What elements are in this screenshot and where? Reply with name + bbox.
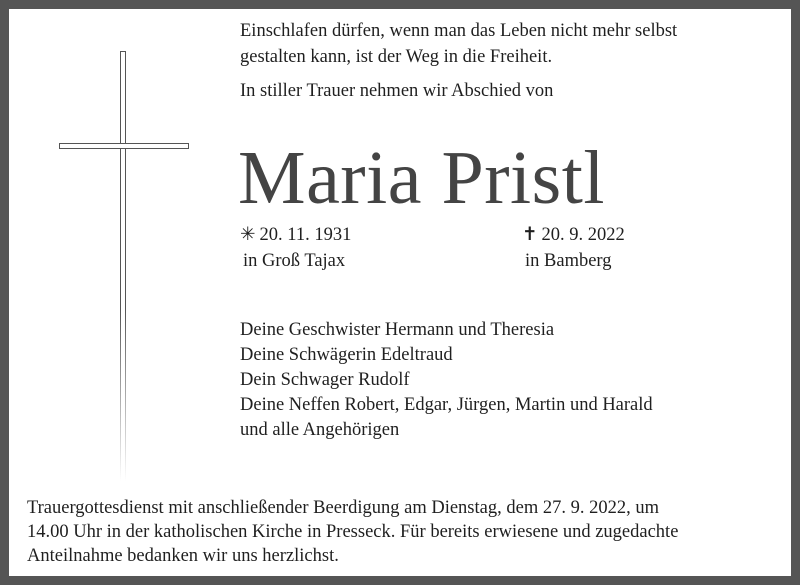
death-place: in Bamberg: [525, 251, 612, 271]
relatives-list: [240, 318, 653, 443]
relatives-item: Deine Neffen Robert, Edgar, Jürgen, Martin und Harald: [240, 395, 653, 415]
cross-icon: [120, 51, 126, 481]
quote-line: Einschlafen dürfen, wenn man das Leben nicht mehr selbst: [240, 21, 678, 41]
mourning-line: In stiller Trauer nehmen wir Abschied von: [240, 81, 554, 101]
death-date: 20. 9. 2022: [541, 225, 625, 245]
deceased-name: Maria Pristl: [238, 136, 605, 220]
relatives-item: Dein Schwager Rudolf: [240, 370, 410, 390]
death-info: [522, 222, 625, 274]
death-cross-icon: ✝: [522, 225, 538, 245]
birth-date: 20. 11. 1931: [259, 225, 352, 245]
birth-star-icon: ✳: [240, 225, 256, 245]
funeral-notice-line: 14.00 Uhr in der katholischen Kirche in Presseck. Für bereits erwiesene und zugedachte: [27, 522, 679, 542]
funeral-notice: [27, 496, 777, 568]
birth-place: in Groß Tajax: [243, 251, 346, 271]
cross-icon-joint: [122, 145, 125, 148]
funeral-notice-line: Anteilnahme bedanken wir uns herzlichst.: [27, 546, 339, 566]
relatives-item: Deine Schwägerin Edeltraud: [240, 345, 453, 365]
relatives-item: und alle Angehörigen: [240, 420, 400, 440]
funeral-notice-line: Trauergottesdienst mit anschließender Beerdigung am Dienstag, dem 27. 9. 2022, um: [27, 498, 659, 518]
quote: [240, 18, 760, 70]
quote-line: gestalten kann, ist der Weg in die Freiheit.: [240, 47, 553, 67]
birth-info: [240, 222, 351, 274]
relatives-item: Deine Geschwister Hermann und Theresia: [240, 320, 555, 340]
